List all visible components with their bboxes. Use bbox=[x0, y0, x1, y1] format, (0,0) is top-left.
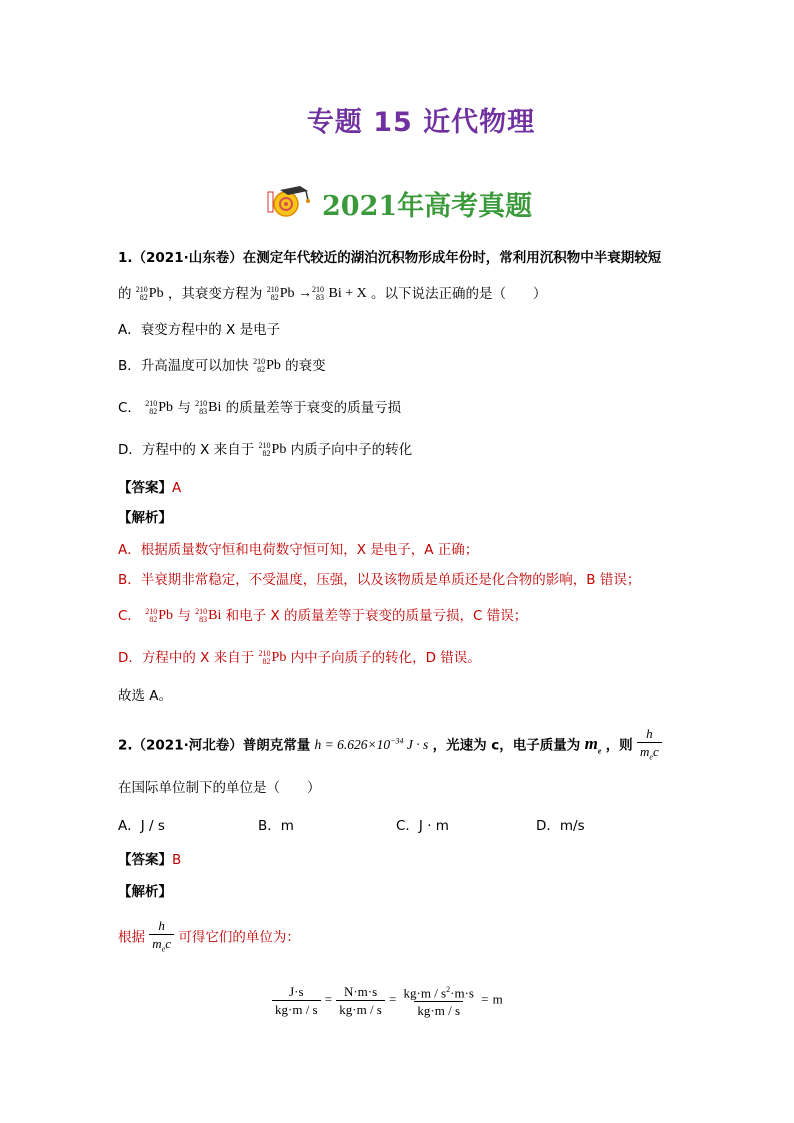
q2-analysis-label: 【解析】 bbox=[118, 884, 172, 900]
q2-option-c: C．J · m bbox=[396, 818, 449, 834]
q1-conclusion: 故选 A。 bbox=[118, 688, 173, 704]
section-subtitle: 2021年高考真题 bbox=[322, 191, 533, 222]
h-over-mec-fraction: $\frac{h}{m_ec}$ bbox=[637, 726, 662, 765]
q1-analysis-d: D．方程中的 X 来自于 210 82 Pb 内中子向质子的转化，D 错误。 bbox=[118, 648, 481, 666]
q2-stem-line1: 2.（2021·河北卷）普朗克常量 $h = 6.626\times 10^{-34}$ J · s ，光速为 c，电子质量为 $m_e$ ，则 $\frac{h}{m_ec}$ bbox=[118, 726, 662, 765]
q2-option-b: B．m bbox=[258, 818, 294, 834]
q2-stem-line2: 在国际单位制下的单位是（ ） bbox=[118, 780, 321, 796]
q1-option-c: C． 210 82 Pb 与 210 83 Bi 的质量差等于衰变的质量亏损 bbox=[118, 398, 402, 416]
nuclide-pb: 210 82 Pb bbox=[135, 284, 164, 302]
q2-option-d: D．m/s bbox=[536, 818, 585, 834]
q1-stem-line1: 1.（2021·山东卷）在测定年代较近的湖泊沉积物形成年份时，常利用沉积物中半衰期较短 bbox=[118, 250, 662, 266]
mascot-logo-icon bbox=[266, 180, 314, 220]
q1-stem-pre: 的 bbox=[118, 286, 132, 302]
q1-stem-post: 。以下说法正确的是（ ） bbox=[371, 286, 547, 302]
unit-derivation: $\frac{J\cdot s}{kg\cdot m / s}$ = $\frac{N\cdot m\cdot s}{kg\cdot m / s}$ = $\frac{kg\cdot m / s^2\cdot m\cdot s}{kg\cdot m / s}$ = m bbox=[272, 982, 503, 1018]
q1-answer: 【答案】A bbox=[118, 480, 182, 496]
q1-stem-mid: ，其衰变方程为 bbox=[167, 286, 263, 302]
q1-option-d: D．方程中的 X 来自于 210 82 Pb 内质子向中子的转化 bbox=[118, 440, 413, 458]
q2-answer: 【答案】B bbox=[118, 852, 182, 868]
q2-analysis-text: 根据 $\frac{h}{m_ec}$ 可得它们的单位为： bbox=[118, 918, 300, 957]
q1-option-a: A．衰变方程中的 X 是电子 bbox=[118, 322, 281, 338]
q1-stem-line2 bbox=[118, 284, 547, 304]
page-title: 专题 15 近代物理 bbox=[306, 107, 536, 138]
planck-constant: $h = 6.626\times 10^{-34}$ J · s bbox=[314, 736, 429, 753]
q1-analysis-a: A．根据质量数守恒和电荷数守恒可知，X 是电子，A 正确； bbox=[118, 542, 479, 558]
decay-equation: 210 82 Pb → 210 83 Bi + X bbox=[266, 284, 367, 302]
q1-analysis-label: 【解析】 bbox=[118, 510, 172, 526]
q1-analysis-c: C． 210 82 Pb 与 210 83 Bi 和电子 X 的质量差等于衰变的质量亏损，C 错误； bbox=[118, 606, 528, 624]
q1-analysis-b: B．半衰期非常稳定，不受温度，压强，以及该物质是单质还是化合物的影响，B 错误； bbox=[118, 572, 641, 588]
q2-option-a: A．J / s bbox=[118, 818, 165, 834]
q1-option-b: B．升高温度可以加快 210 82 Pb 的衰变 bbox=[118, 356, 326, 374]
